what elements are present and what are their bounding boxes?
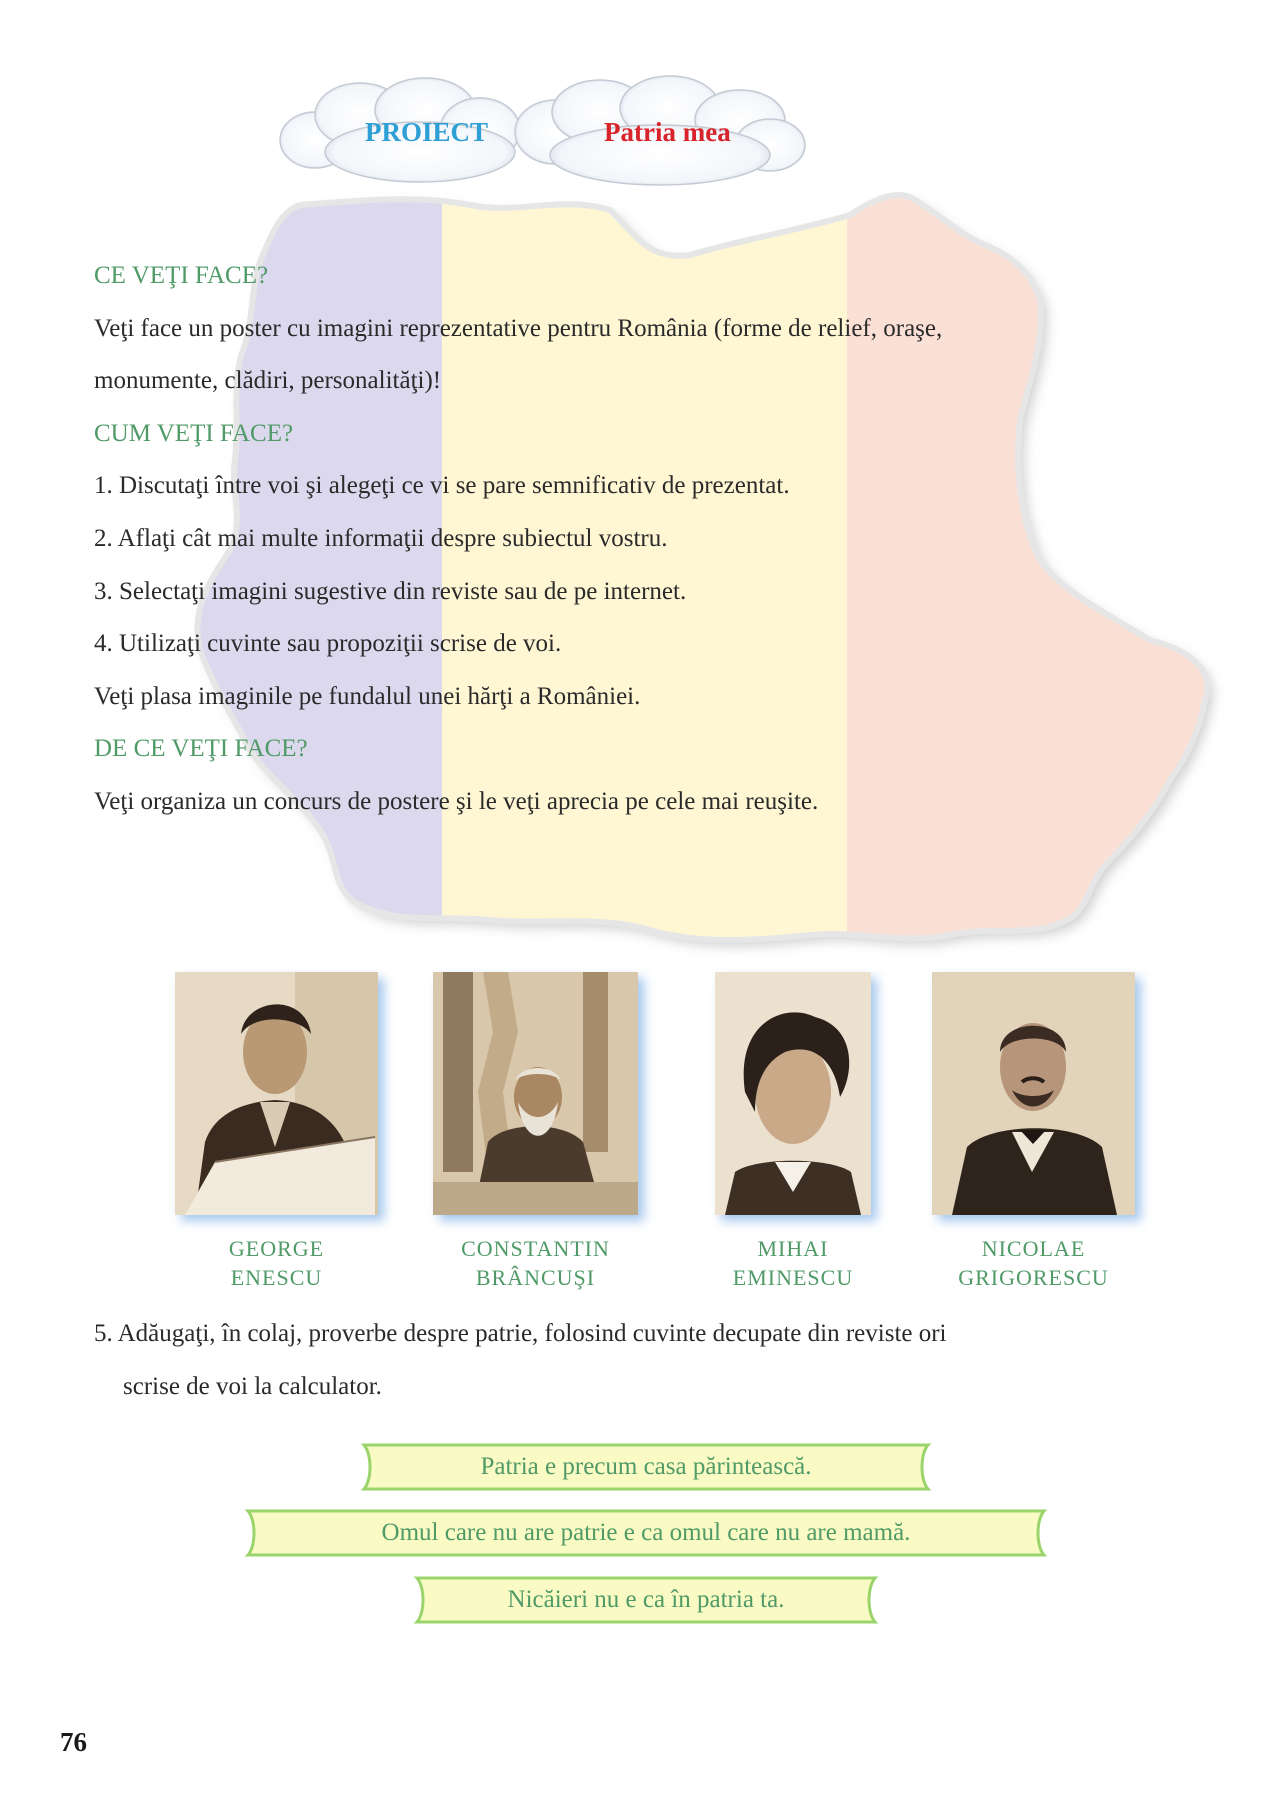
what-heading: CE VEŢI FACE?	[94, 262, 269, 289]
portrait-caption: CONSTANTIN BRÂNCUŞI	[461, 1236, 610, 1290]
why-text: Veţi organiza un concurs de postere şi le veţi aprecia pe cele mai reuşite.	[94, 787, 819, 815]
proverb-text: Patria e precum casa părintească.	[480, 1453, 812, 1480]
step-5	[94, 1308, 947, 1413]
step-3: 3. Selectaţi imagini sugestive din reviste sau de pe internet.	[94, 577, 687, 605]
page-number: 76	[60, 1727, 87, 1757]
portrait-caption: GEORGE ENESCU	[228, 1236, 325, 1290]
step-1: 1. Discutaţi între voi şi alegeţi ce vi se pare semnificativ de prezentat.	[94, 472, 790, 500]
portrait-photo	[932, 972, 1135, 1215]
project-label: PROIECT	[365, 117, 489, 147]
map-text: Veţi plasa imaginile pe fundalul unei hărţi a României.	[94, 682, 641, 710]
step-5-line-2: scrise de voi la calculator.	[123, 1372, 382, 1400]
step-5-line-1: 5. Adăugaţi, în colaj, proverbe despre patrie, folosind cuvinte decupate din reviste ori	[94, 1320, 947, 1347]
step-4: 4. Utilizaţi cuvinte sau propoziţii scrise de voi.	[94, 630, 562, 658]
portrait-photo	[715, 972, 871, 1215]
what-text-line-1: Veţi face un poster cu imagini reprezentative pentru România (forme de relief, oraşe,	[94, 314, 943, 342]
portrait-caption: NICOLAE GRIGORESCU	[958, 1236, 1109, 1290]
project-instructions	[94, 250, 1114, 829]
proverb-banner-1	[360, 1442, 932, 1492]
proverb-text: Nicăieri nu e ca în patria ta.	[507, 1586, 785, 1613]
what-text-line-2: monumente, clădiri, personalităţi)!	[94, 367, 442, 395]
why-heading: DE CE VEŢI FACE?	[94, 735, 308, 763]
proverb-banner-3	[413, 1575, 879, 1625]
step-2: 2. Aflaţi cât mai multe informaţii despre subiectul vostru.	[94, 524, 668, 552]
portrait-caption: MIHAI EMINESCU	[732, 1236, 854, 1290]
proverb-text: Omul care nu are patrie e ca omul care nu are mamă.	[381, 1519, 911, 1546]
portrait-photo	[175, 972, 378, 1215]
portrait-photo	[433, 972, 638, 1215]
portraits-row	[0, 972, 1270, 1302]
proverb-banner-2	[244, 1508, 1048, 1558]
page-title: Patria mea	[604, 117, 731, 147]
how-heading: CUM VEŢI FACE?	[94, 419, 294, 447]
